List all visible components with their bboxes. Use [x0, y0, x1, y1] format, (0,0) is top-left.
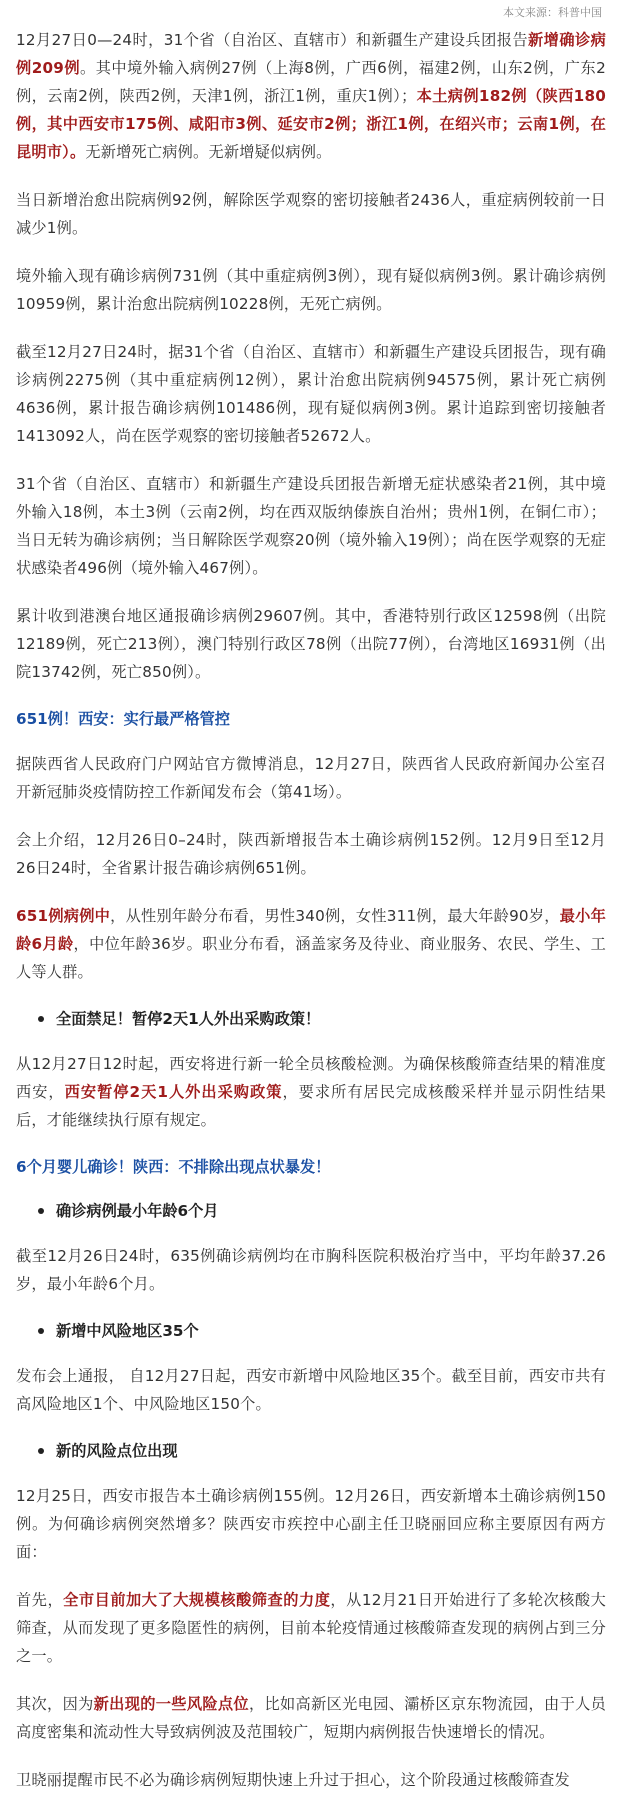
paragraph-reason-two — [16, 1690, 606, 1746]
paragraph-risk-areas: 发布会上通报， 自12月27日起，西安市新增中风险地区35个。截至目前，西安市共有高风险地区1个、中风险地区150个。 — [16, 1367, 606, 1413]
highlight-youngest-age: 最小年龄6月龄 — [16, 907, 607, 953]
article-source: 本文来源：科普中国 — [503, 6, 602, 19]
highlight-new-cases: 新增确诊病例209例 — [16, 31, 607, 77]
text: 从12月27日12时起，西安将进行新一轮全员核酸检测。为确保核酸筛查结果的精准度西安， — [16, 1055, 606, 1101]
bullet-lockdown — [38, 1006, 606, 1032]
text: 无新增死亡病例。无新增疑似病例。 — [85, 143, 332, 161]
text: 其次，因为 — [16, 1695, 94, 1713]
section-heading-xian-control: 651例！西安：实行最严格管控 — [16, 710, 230, 728]
paragraph-daily-report — [16, 26, 606, 166]
highlight-new-risk-points: 新出现的一些风险点位 — [93, 1695, 249, 1713]
paragraph-nucleic-test — [16, 1050, 606, 1134]
highlight-local-cases: 本土病例182例（陕西180例，其中西安市175例、咸阳市3例、延安市2例；浙江1例，在绍兴市；云南1例，在昆明市）。 — [16, 87, 606, 161]
text: 首先， — [16, 1591, 64, 1609]
paragraph-press-conference: 据陕西省人民政府门户网站官方微博消息，12月27日，陕西省人民政府新闻办公室召开新冠肺炎疫情防控工作新闻发布会（第41场）。 — [16, 755, 606, 801]
highlight-651-cases: 651例病例中 — [16, 907, 111, 925]
paragraph-recovered: 当日新增治愈出院病例92例，解除医学观察的密切接触者2436人，重症病例较前一日减少1例。 — [16, 191, 606, 237]
text: ，从性别年龄分布看，男性340例，女性311例，最大年龄90岁， — [110, 907, 560, 925]
paragraph-reason-one — [16, 1586, 606, 1670]
paragraph-shaanxi-cases: 会上介绍，12月26日0–24时，陕西新增报告本土确诊病例152例。12月9日至12月26日24时，全省累计报告确诊病例651例。 — [16, 831, 606, 877]
highlight-suspend-shopping: 西安暂停2天1人外出采购政策 — [64, 1083, 283, 1101]
highlight-mass-screening: 全市目前加大了大规模核酸筛查的力度 — [63, 1591, 331, 1609]
bullet-dot-icon — [38, 1448, 44, 1454]
bullet-medium-risk-areas — [38, 1318, 606, 1344]
paragraph-demographics — [16, 902, 606, 986]
section-heading-infant-case: 6个月婴儿确诊！陕西：不排除出现点状暴发！ — [16, 1158, 331, 1176]
paragraph-cumulative: 截至12月27日24时，据31个省（自治区、直辖市）和新疆生产建设兵团报告，现有确诊病例2275例（其中重症病例12例），累计治愈出院病例94575例，累计死亡病例4636例，累计报告确诊病例101486例，现有疑似病例3例。累计追踪到密切接触者1413092人，尚在医学观察的密切接触者52672人。 — [16, 343, 606, 445]
bullet-text: 确诊病例最小年龄6个月 — [56, 1202, 219, 1220]
text: ，中位年龄36岁。职业分布看，涵盖家务及待业、商业服务、农民、学生、工人等人群。 — [16, 935, 606, 981]
bullet-dot-icon — [38, 1328, 44, 1334]
paragraph-imported: 境外输入现有确诊病例731例（其中重症病例3例），现有疑似病例3例。累计确诊病例10959例，累计治愈出院病例10228例，无死亡病例。 — [16, 267, 606, 313]
paragraph-case-increase: 12月25日，西安市报告本土确诊病例155例。12月26日，西安新增本土确诊病例150例。为何确诊病例突然增多？陕西安市疾控中心副主任卫晓丽回应称主要原因有两方面： — [16, 1487, 606, 1561]
bullet-text: 新的风险点位出现 — [56, 1442, 178, 1460]
bullet-text: 全面禁足！暂停2天1人外出采购政策！ — [56, 1010, 321, 1028]
bullet-dot-icon — [38, 1016, 44, 1022]
paragraph-hospital-treatment: 截至12月26日24时，635例确诊病例均在市胸科医院积极治疗当中，平均年龄37.26岁，最小年龄6个月。 — [16, 1247, 606, 1293]
paragraph-reminder: 卫晓丽提醒市民不必为确诊病例短期快速上升过于担心，这个阶段通过核酸筛查发 — [16, 1771, 570, 1789]
bullet-dot-icon — [38, 1208, 44, 1214]
paragraph-asymptomatic: 31个省（自治区、直辖市）和新疆生产建设兵团报告新增无症状感染者21例，其中境外输入18例，本土3例（云南2例，均在西双版纳傣族自治州；贵州1例，在铜仁市）；当日无转为确诊病例；当日解除医学观察20例（境外输入19例）；尚在医学观察的无症状感染者496例（境外输入467例）。 — [16, 475, 606, 577]
text: 。其中境外输入病例27例（上海8例，广西6例，福建2例，山东2例，广东2例，云南2例，陕西2例，天津1例，浙江1例，重庆1例）； — [16, 59, 607, 105]
paragraph-hk-macao-taiwan: 累计收到港澳台地区通报确诊病例29607例。其中，香港特别行政区12598例（出院12189例，死亡213例），澳门特别行政区78例（出院77例），台湾地区16931例（出院13742例，死亡850例）。 — [16, 607, 606, 681]
bullet-text: 新增中风险地区35个 — [56, 1322, 199, 1340]
bullet-new-risk-points — [38, 1438, 606, 1464]
text: ，比如高新区光电园、灞桥区京东物流园，由于人员高度密集和流动性大导致病例波及范围较广，短期内病例报告快速增长的情况。 — [16, 1695, 607, 1741]
text: ，要求所有居民完成核酸采样并显示阴性结果后，才能继续执行原有规定。 — [16, 1083, 606, 1129]
text: ，从12月21日开始进行了多轮次核酸大筛查，从而发现了更多隐匿性的病例，目前本轮疫情通过核酸筛查发现的病例占到三分之一。 — [16, 1591, 607, 1665]
text: 12月27日0—24时，31个省（自治区、直辖市）和新疆生产建设兵团报告 — [16, 31, 529, 49]
bullet-youngest-case — [38, 1198, 606, 1224]
